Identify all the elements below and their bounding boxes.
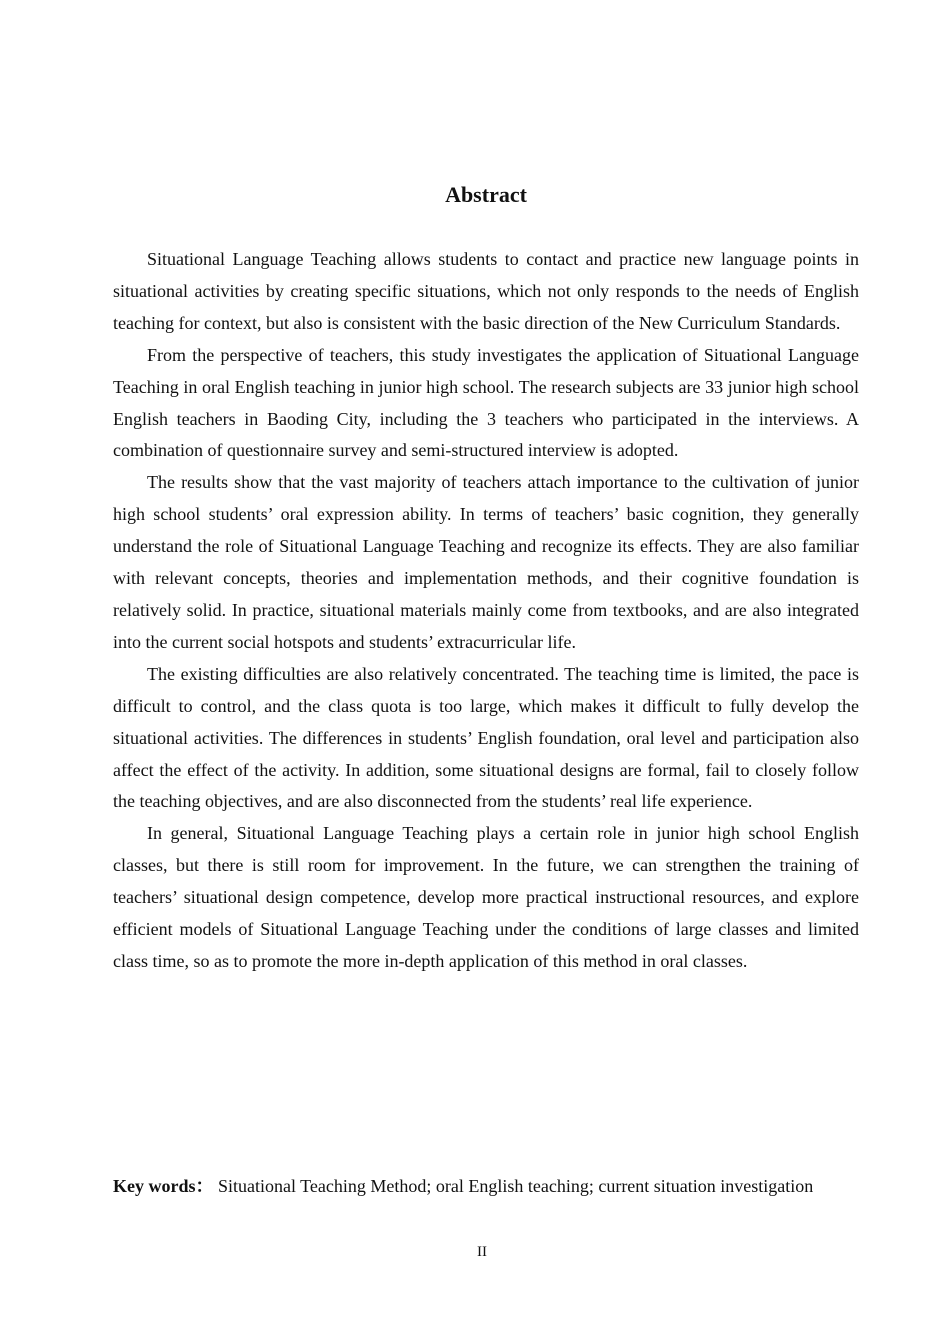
abstract-paragraph-1: Situational Language Teaching allows students to contact and practice new language points in situational activities by creating specific situations, which not only responds to the needs of English teaching for context, but also is consistent with the basic direction of the New Curriculum Standards. — [113, 249, 859, 333]
abstract-body — [113, 244, 859, 978]
keywords — [113, 1170, 859, 1202]
abstract-paragraph-4: The existing difficulties are also relatively concentrated. The teaching time is limited, the pace is difficult to control, and the class quota is too large, which makes it difficult to fully develop the situational activities. The differences in students’ English foundation, oral level and participation also affect the effect of the activity. In addition, some situational designs are formal, fail to closely follow the teaching objectives, and are also disconnected from the students’ real life experience. — [113, 663, 859, 812]
abstract-paragraph-5: In general, Situational Language Teaching plays a certain role in junior high school English classes, but there is still room for improvement. In the future, we can strengthen the training of teachers’ situational design competence, develop more practical instructional resources, and explore efficient models of Situational Language Teaching under the conditions of large classes and limited class time, so as to promote the more in-depth application of this method in oral classes. — [113, 823, 859, 971]
abstract-paragraph-3: The results show that the vast majority of teachers attach importance to the cultivation of junior high school students’ oral expression ability. In terms of teachers’ basic cognition, they generally understand the role of Situational Language Teaching and recognize its effects. They are also familiar with relevant concepts, theories and implementation methods, and their cognitive foundation is relatively solid. In practice, situational materials mainly come from textbooks, and are also integrated into the current social hotspots and students’ extracurricular life. — [113, 472, 859, 652]
abstract-title: Abstract — [445, 182, 527, 207]
keywords-label: Key words： — [113, 1176, 214, 1196]
abstract-paragraph-2: From the perspective of teachers, this study investigates the application of Situational Language Teaching in oral English teaching in junior high school. The research subjects are 33 junior high school English teachers in Baoding City, including the 3 teachers who participated in the interviews. A combination of questionnaire survey and semi-structured interview is adopted. — [113, 344, 859, 461]
keywords-text: Situational Teaching Method; oral English teaching; current situation investigation — [213, 1176, 814, 1196]
document-page — [113, 0, 859, 1344]
page-number: II — [477, 1244, 487, 1260]
